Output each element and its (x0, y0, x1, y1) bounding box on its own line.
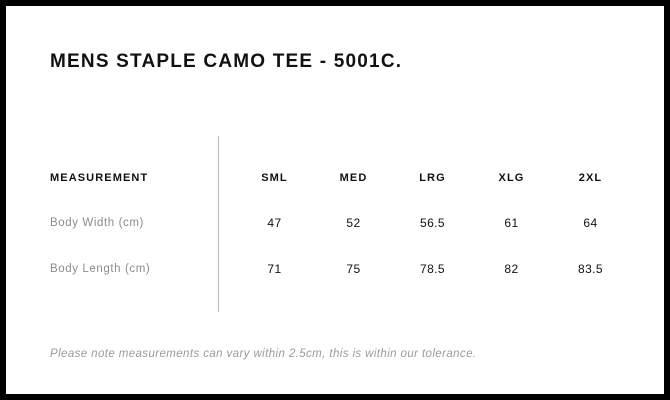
cell-body-width-lrg: 56.5 (420, 216, 445, 230)
column-header-sml: SML (261, 172, 288, 184)
column-header-2xl: 2XL (578, 172, 603, 184)
tolerance-note: Please note measurements can vary within 2.5cm, this is within our tolerance. (50, 348, 477, 360)
cell-body-width-xlg: 61 (504, 216, 519, 230)
page-canvas (6, 6, 664, 394)
table-row (50, 246, 630, 292)
table-body (50, 200, 630, 292)
row-label-body-width: Body Width (cm) (50, 217, 144, 229)
table-header (50, 156, 630, 200)
cell-body-length-lrg: 78.5 (420, 262, 445, 276)
column-header-lrg: LRG (419, 172, 446, 184)
cell-body-length-xlg: 82 (504, 262, 519, 276)
cell-body-length-2xl: 83.5 (578, 262, 603, 276)
column-header-measurement: MEASUREMENT (50, 172, 149, 184)
cell-body-width-sml: 47 (267, 216, 282, 230)
cell-body-length-sml: 71 (267, 262, 282, 276)
cell-body-width-2xl: 64 (583, 216, 598, 230)
size-chart-table (50, 156, 630, 292)
cell-body-width-med: 52 (346, 216, 361, 230)
size-chart-document (6, 6, 664, 394)
column-header-med: MED (339, 172, 368, 184)
row-label-body-length: Body Length (cm) (50, 263, 151, 275)
page-title: MENS STAPLE CAMO TEE - 5001C. (50, 51, 403, 72)
column-header-xlg: XLG (498, 172, 525, 184)
table-row (50, 200, 630, 246)
cell-body-length-med: 75 (346, 262, 361, 276)
table-header-row (50, 156, 630, 200)
